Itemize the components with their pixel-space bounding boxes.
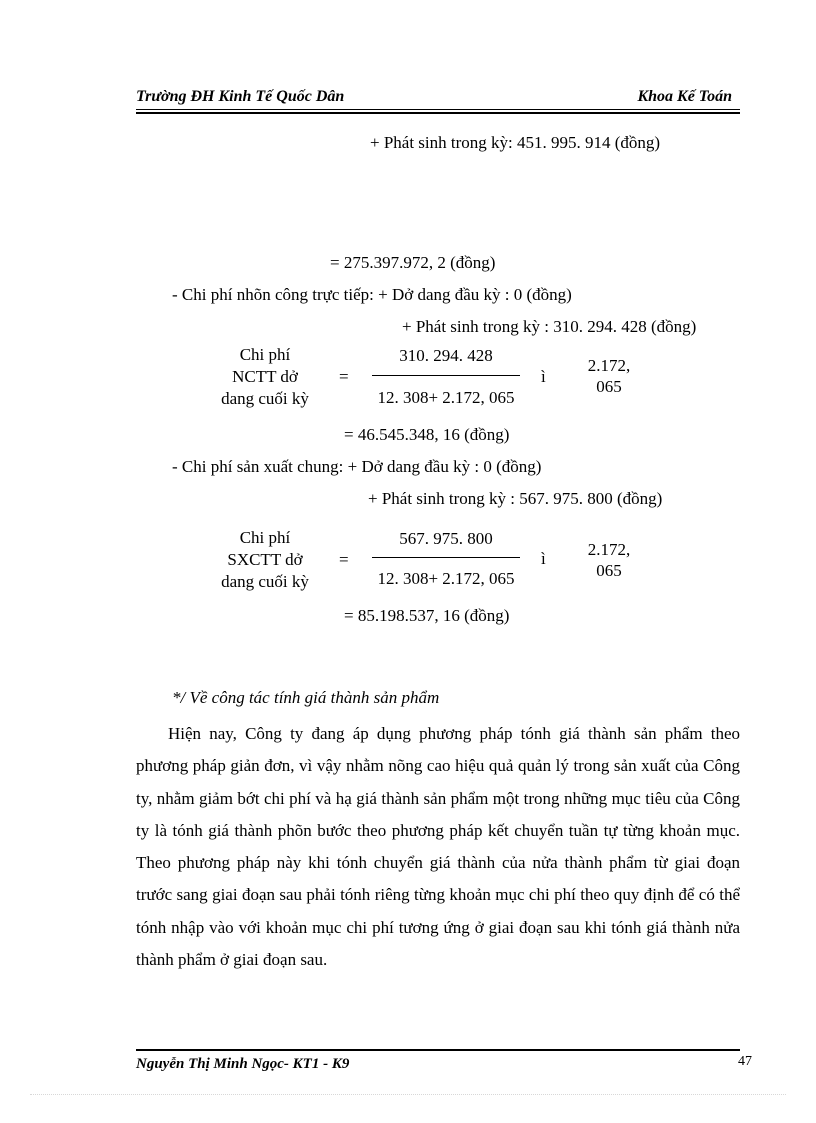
formula-factor-line-2: 065: [596, 561, 622, 580]
footer-rule: [136, 1049, 740, 1051]
body-paragraph: [136, 718, 740, 976]
materials-arising-line: + Phát sinh trong kỳ: 451. 995. 914 (đồng): [370, 133, 661, 152]
formula-denominator: 12. 308+ 2.172, 065: [377, 569, 515, 588]
formula-fraction-line: [372, 557, 520, 558]
labor-arising-line: + Phát sinh trong kỳ : 310. 294. 428 (đồng): [402, 317, 697, 336]
formula-label-line-1: Chi phí: [239, 345, 291, 364]
formula-denominator: 12. 308+ 2.172, 065: [377, 388, 515, 407]
header-school: Trường ĐH Kinh Tế Quốc Dân: [136, 88, 345, 105]
overhead-result-line: = 85.198.537, 16 (đồng): [344, 606, 510, 625]
formula-fraction-line: [372, 375, 520, 376]
formula-times-sign: ì: [541, 367, 546, 386]
labor-opening-line: - Chi phí nhõn công trực tiếp: + Dở dang đầu kỳ : 0 (đồng): [172, 285, 572, 304]
formula-factor-line-2: 065: [596, 377, 622, 396]
formula-equals-sign: =: [339, 550, 349, 569]
overhead-opening-line: - Chi phí sản xuất chung: + Dở dang đầu kỳ : 0 (đồng): [172, 457, 542, 476]
section-heading: */ Về công tác tính giá thành sản phẩm: [172, 688, 440, 707]
formula-factor-line-1: 2.172,: [587, 356, 631, 375]
formula-label-line-2: SXCTT dở: [227, 550, 303, 569]
page-bottom-dotted-line: [30, 1094, 786, 1095]
formula-label-line-3: dang cuối kỳ: [221, 389, 309, 408]
formula-label-line-2: NCTT dở: [232, 367, 298, 386]
formula-numerator: 567. 975. 800: [399, 529, 493, 548]
labor-result-line: = 46.545.348, 16 (đồng): [344, 425, 510, 444]
header-rule-bottom: [136, 112, 740, 114]
header-faculty: Khoa Kế Toán: [637, 88, 732, 105]
footer-author: Nguyễn Thị Minh Ngọc- KT1 - K9: [136, 1056, 350, 1072]
formula-times-sign: ì: [541, 549, 546, 568]
formula-factor-line-1: 2.172,: [587, 540, 631, 559]
formula-label-line-3: dang cuối kỳ: [221, 572, 309, 591]
materials-result-line: = 275.397.972, 2 (đồng): [330, 253, 496, 272]
paragraph-text: Hiện nay, Công ty đang áp dụng phương pháp tónh giá thành sản phẩm theo phương pháp giản đơn, vì vậy nhằm nõng cao hiệu quả quản lý trong sản xuất của Công ty, nhằm giảm bớt chi phí và hạ giá thành sản phẩm một trong những mục tiêu của Công ty là tónh giá thành phõn bước theo phương pháp kết chuyển tuần tự từng khoản mục. Theo phương pháp này khi tónh chuyển giá thành của nửa thành phẩm từ giai đoạn trước sang giai đoạn sau phải tónh riêng từng khoản mục chi phí theo quy định để có thể tónh nhập vào với khoản mục chi phí tương ứng ở giai đoạn sau khi tónh giá thành nửa thành phẩm ở giai đoạn sau.: [136, 724, 740, 970]
page-number: 47: [738, 1054, 752, 1069]
header-rule-top: [136, 109, 740, 110]
overhead-arising-line: + Phát sinh trong kỳ : 567. 975. 800 (đồng): [368, 489, 663, 508]
formula-label-line-1: Chi phí: [239, 528, 291, 547]
formula-equals-sign: =: [339, 367, 349, 386]
formula-numerator: 310. 294. 428: [399, 346, 493, 365]
